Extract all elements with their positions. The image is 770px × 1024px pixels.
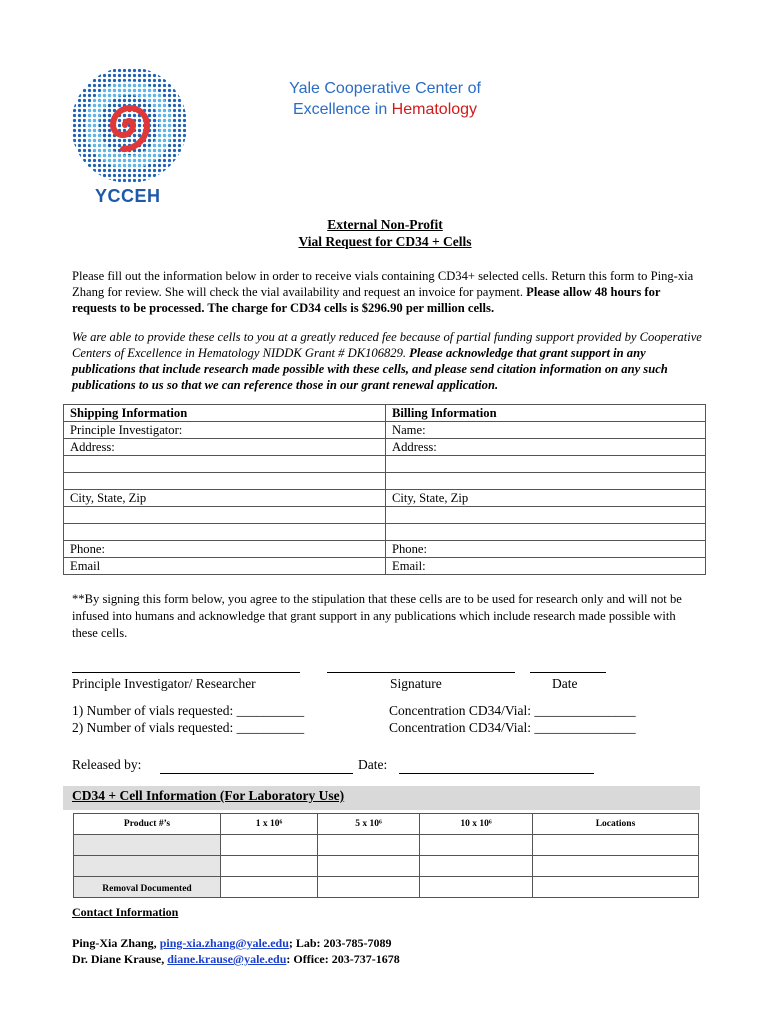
- funding-bold-italic: Please acknowledge that grant support in any publications that include research made possible with these cells, and please send citation information on any such publications to us so that we can reference those in our grant renewal application.: [72, 346, 668, 392]
- lab-cell[interactable]: [533, 835, 699, 856]
- contact-1-phone: ; Lab: 203-785-7089: [288, 936, 392, 950]
- agreement-text: **By signing this form below, you agree to the stipulation that these cells are to be used for research only and will not be infused into humans and acknowledge that grant support in any publications which include research made possible with these cells.: [72, 592, 682, 640]
- lab-cell[interactable]: [533, 877, 699, 898]
- billing-field[interactable]: [386, 507, 706, 524]
- contact-1-name: Ping-Xia Zhang,: [72, 936, 160, 950]
- vials-line-2[interactable]: 2) Number of vials requested: __________: [72, 720, 305, 735]
- form-title: [0, 216, 770, 250]
- lab-row: [74, 835, 699, 856]
- header-line-2-prefix: Excellence in: [292, 101, 392, 118]
- lab-header-10x10: 10 x 10⁶: [420, 814, 533, 835]
- org-header: [0, 78, 770, 120]
- zhang-email-link[interactable]: ping-xia.zhang@yale.edu: [159, 936, 289, 950]
- shipping-field[interactable]: [64, 507, 386, 524]
- billing-field[interactable]: Email:: [386, 558, 706, 575]
- lab-cell[interactable]: [420, 835, 533, 856]
- shipping-row: [64, 541, 706, 558]
- signature-label: Signature: [390, 676, 442, 691]
- billing-field[interactable]: [386, 456, 706, 473]
- released-by-line[interactable]: [160, 773, 353, 774]
- billing-info-header: Billing Information: [386, 405, 706, 422]
- lab-table: [73, 813, 699, 898]
- shipping-header-row: [64, 405, 706, 422]
- shipping-field[interactable]: Email: [64, 558, 386, 575]
- lab-cell[interactable]: [420, 877, 533, 898]
- shipping-field[interactable]: [64, 473, 386, 490]
- lab-cell[interactable]: [221, 877, 318, 898]
- shipping-field[interactable]: [64, 456, 386, 473]
- lab-cell[interactable]: [533, 856, 699, 877]
- pi-label: Principle Investigator/ Researcher: [72, 676, 256, 691]
- shipping-row: [64, 507, 706, 524]
- lab-cell[interactable]: [221, 835, 318, 856]
- contact-2-name: Dr. Diane Krause,: [72, 952, 168, 966]
- funding-paragraph: [72, 329, 702, 393]
- contact-line-1: [72, 935, 400, 951]
- released-by-label: Released by:: [72, 757, 142, 772]
- concentration-line-1[interactable]: Concentration CD34/Vial: _______________: [389, 703, 636, 718]
- billing-field[interactable]: Name:: [386, 422, 706, 439]
- shipping-row: [64, 473, 706, 490]
- header-line-1: Yale Cooperative Center of: [289, 80, 481, 97]
- lab-row: [74, 877, 699, 898]
- billing-field[interactable]: City, State, Zip: [386, 490, 706, 507]
- logo-wordmark: YCCEH: [95, 186, 161, 206]
- lab-cell[interactable]: [420, 856, 533, 877]
- lab-cell[interactable]: [318, 856, 420, 877]
- lab-header-locations: Locations: [533, 814, 699, 835]
- lab-cell[interactable]: [318, 877, 420, 898]
- contact-heading: Contact Information: [72, 905, 179, 919]
- lab-section-title: CD34 + Cell Information (For Laboratory Use): [72, 788, 345, 803]
- header-line-2: [0, 99, 770, 120]
- shipping-field[interactable]: Address:: [64, 439, 386, 456]
- contact-2-phone: : Office: 203-737-1678: [286, 952, 400, 966]
- signature-line[interactable]: [327, 672, 515, 673]
- billing-field[interactable]: Address:: [386, 439, 706, 456]
- lab-cell[interactable]: [74, 856, 221, 877]
- lab-row: [74, 856, 699, 877]
- pi-signature-line[interactable]: [72, 672, 300, 673]
- removal-documented-label: Removal Documented: [74, 877, 221, 898]
- title-line-2: Vial Request for CD34 + Cells: [298, 234, 472, 249]
- intro-text: Please fill out the information below in order to receive vials containing CD34+ selected cells. Return this form to Ping-xia Zhang for review. She will check the vial availability and request an invoice for payment.: [72, 269, 694, 299]
- billing-field[interactable]: [386, 473, 706, 490]
- lab-header-row: [74, 814, 699, 835]
- release-date-label: Date:: [358, 757, 388, 772]
- billing-field[interactable]: Phone:: [386, 541, 706, 558]
- intro-paragraph: [72, 268, 702, 316]
- release-date-line[interactable]: [399, 773, 594, 774]
- funding-italic: We are able to provide these cells to you at a greatly reduced fee because of partial funding support provided by Cooperative Centers of Excellence in Hematology NIDDK Grant # DK106829.: [72, 330, 702, 360]
- shipping-field[interactable]: Phone:: [64, 541, 386, 558]
- lab-header-1x10: 1 x 10⁶: [221, 814, 318, 835]
- billing-field[interactable]: [386, 524, 706, 541]
- contact-block: [72, 935, 400, 967]
- lab-cell[interactable]: [318, 835, 420, 856]
- concentration-line-2[interactable]: Concentration CD34/Vial: _______________: [389, 720, 636, 735]
- contact-line-2: [72, 951, 400, 967]
- shipping-row: [64, 456, 706, 473]
- shipping-field[interactable]: [64, 524, 386, 541]
- krause-email-link[interactable]: diane.krause@yale.edu: [167, 952, 287, 966]
- lab-header-product: Product #’s: [74, 814, 221, 835]
- lab-cell[interactable]: [221, 856, 318, 877]
- vials-line-1[interactable]: 1) Number of vials requested: __________: [72, 703, 305, 718]
- shipping-billing-table: [63, 404, 706, 575]
- date-line[interactable]: [530, 672, 606, 673]
- lab-header-5x10: 5 x 10⁶: [318, 814, 420, 835]
- shipping-row: [64, 490, 706, 507]
- shipping-field[interactable]: Principle Investigator:: [64, 422, 386, 439]
- shipping-row: [64, 439, 706, 456]
- shipping-row: [64, 524, 706, 541]
- date-label: Date: [552, 676, 578, 691]
- lab-cell[interactable]: [74, 835, 221, 856]
- shipping-row: [64, 422, 706, 439]
- intro-bold: Please allow 48 hours for requests to be processed. The charge for CD34 cells is $296.90 per million cells.: [72, 285, 661, 315]
- shipping-row: [64, 558, 706, 575]
- header-hematology: Hematology: [391, 101, 478, 118]
- title-line-1: External Non-Profit: [327, 217, 443, 232]
- shipping-field[interactable]: City, State, Zip: [64, 490, 386, 507]
- shipping-info-header: Shipping Information: [64, 405, 386, 422]
